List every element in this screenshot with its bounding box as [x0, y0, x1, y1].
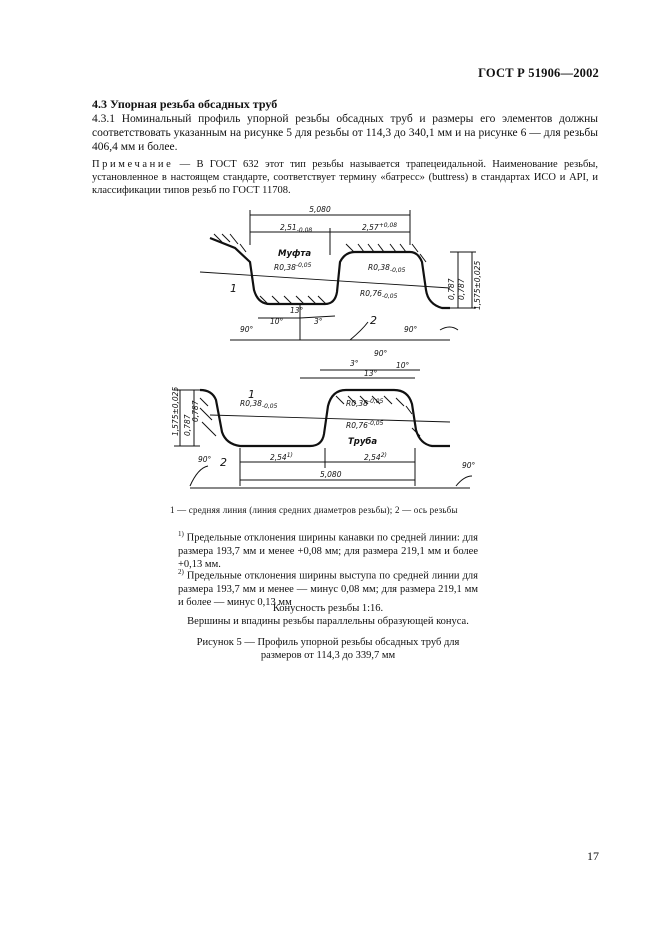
body-paragraph: 4.3.1 Номинальный профиль упорной резьбы обсадных труб и размеры его элементов должны соответствовать указанным на рисунке 5 для резьбы от 114,3 до 340,1 мм и на рисунке 6 — для резьбы 406,4 мм и более.	[92, 113, 598, 153]
height-total-bottom: 1,575±0,025	[171, 386, 180, 436]
label-1-bottom: 1	[248, 388, 255, 401]
angle-3-bottom: 3°	[350, 359, 359, 368]
taper-text: Конусность резьбы 1:16.	[272, 603, 384, 614]
footnote-1-text: Предельные отклонения ширины канавки по средней линии: для размера 193,7 мм и менее +0,08 мм; для размера 219,1 мм и более +0,13 мм.	[178, 532, 478, 570]
dim-bottom-total: 5,080	[320, 470, 342, 479]
height-b: 0,787	[457, 278, 466, 300]
footnote-2-text: Предельные отклонения ширины выступа по средней линии для размера 193,7 мм и менее — минус 0,08 мм; для размера 219,1 мм и более — минус 0,13 мм	[178, 570, 478, 608]
parallel-text: Вершины и впадины резьбы параллельны образующей конуса.	[187, 616, 469, 627]
standard-code-header: ГОСТ Р 51906—2002	[478, 66, 599, 80]
radius-076-bottom: $R0,76^{-0,05}$	[346, 420, 384, 430]
footnote-1	[178, 528, 478, 571]
angle-10-bottom: 10°	[396, 361, 410, 370]
height-b-bottom: 0,787	[191, 400, 200, 422]
label-2-top: 2	[370, 314, 377, 327]
bottom-width-1: 2,54$^{1)}$	[270, 452, 293, 462]
angle-90-bottom-left: 90°	[198, 455, 212, 464]
height-a-bottom: 0,787	[183, 414, 192, 436]
label-1-top: 1	[230, 282, 237, 295]
angle-13-top: 13°	[290, 306, 304, 315]
angle-30-top: 90°	[240, 325, 254, 334]
label-2-bottom: 2	[220, 456, 227, 469]
footnote-1-mark: 1)	[178, 530, 184, 538]
angle-90-bottom: 90°	[374, 349, 388, 358]
section-heading: 4.3 Упорная резьба обсадных труб	[92, 97, 278, 111]
angle-90-bottom-right: 90°	[462, 461, 476, 470]
dim-top-right: $2,57^{+0,08}$	[362, 222, 398, 232]
footnote-2-mark: 2)	[178, 568, 184, 576]
note-text: — В ГОСТ 632 этот тип резьбы называется трапецеидальной. Наименование резьбы, установленное в настоящем стандарте, соответствует термину «батресс» (buttress) в стандартах ИСО и API, и классификации типов резьб по ГОСТ 11708.	[92, 159, 598, 196]
bottom-width-2: 2,54$^{2)}$	[364, 452, 387, 462]
height-total-top: 1,575±0,025	[473, 260, 482, 310]
note-label: Примечание	[92, 159, 174, 170]
height-a: 0,787	[447, 278, 456, 300]
dim-top-left: $2,51_{-0,08}$	[280, 223, 313, 234]
figure-caption: Рисунок 5 — Профиль упорной резьбы обсадных труб для размеров от 114,3 до 339,7 мм	[196, 637, 460, 661]
angle-3-top: 3°	[314, 317, 323, 326]
angle-10-top: 10°	[270, 317, 284, 326]
figure-legend: 1 — средняя линия (линия средних диаметров резьбы); 2 — ось резьбы	[170, 505, 458, 515]
note-paragraph	[92, 158, 598, 197]
radius-038-top-right: $R0,38_{-0,05}$	[368, 263, 406, 274]
angle-90-top-right: 90°	[404, 325, 418, 334]
radius-038-top: $R0,38^{-0,05}$	[274, 262, 312, 272]
radius-038-bottom-left: $R0,38_{-0,05}$	[240, 399, 278, 410]
radius-076-top: $R0,76_{-0,05}$	[360, 289, 398, 300]
pipe-label: Труба	[348, 437, 378, 447]
radius-038-bottom: $R0,38^{-0,05}$	[346, 398, 384, 408]
thread-profile-drawing	[150, 200, 490, 500]
coupling-label: Муфта	[278, 249, 312, 259]
thread-profile-figure	[150, 200, 490, 500]
angle-13-bottom: 13°	[364, 369, 378, 378]
mean-line-top	[200, 272, 450, 288]
page-number: 17	[587, 849, 599, 863]
dim-top-total: 5,080	[309, 205, 331, 214]
